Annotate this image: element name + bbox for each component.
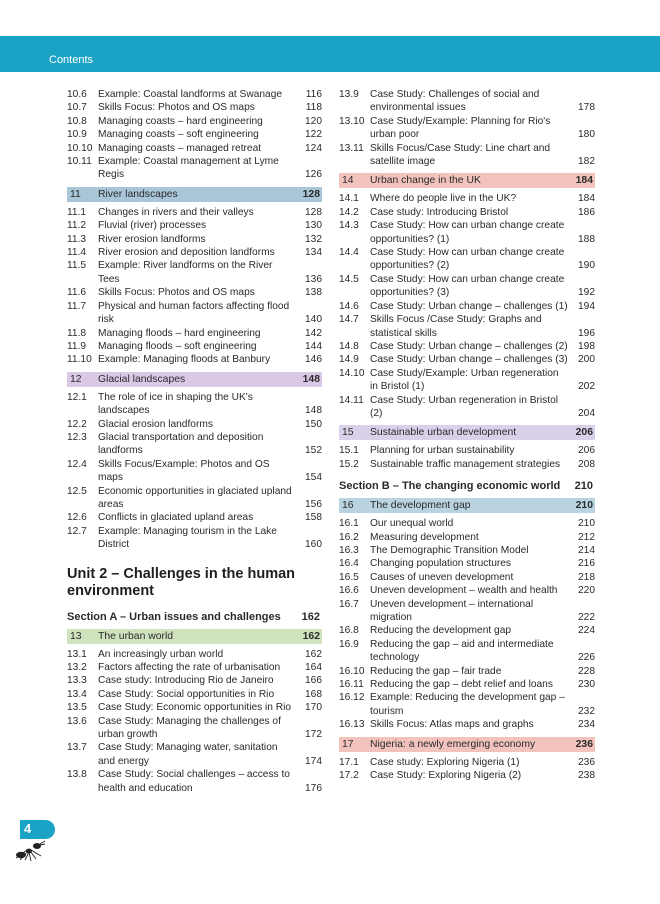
entry-number: 13.4 (67, 688, 87, 700)
entry-title: Conflicts in glaciated upland areas (98, 512, 254, 524)
entry-page: 202 (578, 381, 595, 393)
entry-page: 132 (305, 233, 322, 245)
contents-entry (339, 300, 595, 313)
entry-number: 12.7 (67, 525, 87, 537)
entry-title: River erosion landforms (98, 233, 206, 245)
entry-title: Reducing the development gap (370, 625, 512, 637)
entry-title: Skills Focus: Atlas maps and graphs (370, 719, 534, 731)
entry-number: 14.4 (339, 247, 359, 259)
contents-entry (339, 756, 595, 769)
entry-title: Managing coasts – hard engineering (98, 115, 263, 127)
entry-number: 13.1 (67, 648, 87, 660)
contents-entry (67, 340, 322, 353)
entry-page: 130 (305, 220, 322, 232)
entry-title: Factors affecting the rate of urbanisation (98, 662, 281, 673)
chapter-number: 14 (342, 175, 354, 187)
contents-entry (67, 101, 322, 114)
entry-number: 16.1 (339, 518, 359, 530)
entry-page: 146 (305, 354, 322, 366)
entry-page: 150 (305, 418, 322, 430)
contents-entry (339, 458, 595, 471)
entry-number: 12.3 (67, 431, 87, 443)
entry-number: 10.9 (67, 129, 87, 141)
contents-entry (67, 246, 322, 259)
entry-page: 134 (305, 247, 322, 259)
entry-page: 214 (578, 544, 595, 556)
entry-number: 16.12 (339, 692, 365, 704)
contents-entry (67, 661, 322, 674)
entry-number: 13.3 (67, 675, 87, 687)
entry-page: 172 (305, 729, 322, 741)
entry-number: 13.11 (339, 142, 364, 154)
entry-number: 16.7 (339, 598, 359, 610)
entry-number: 14.10 (339, 367, 365, 379)
entry-number: 14.9 (339, 354, 359, 366)
entry-title: Example: Coastal landforms at Swanage (98, 89, 283, 100)
entry-title: Reducing the gap – aid and intermediate technology (370, 638, 554, 664)
entry-number: 14.11 (339, 394, 364, 406)
entry-number: 11.7 (67, 300, 87, 312)
entry-page: 158 (305, 512, 322, 524)
entry-page: 200 (578, 354, 595, 366)
contents-entry (67, 142, 322, 155)
entry-number: 16.13 (339, 719, 365, 731)
contents-entry (67, 155, 322, 182)
entry-page: 168 (305, 688, 322, 700)
entry-title: Case study: Introducing Bristol (370, 206, 509, 218)
chapter-page: 206 (575, 427, 593, 439)
entry-page: 230 (578, 679, 595, 691)
contents-entry (67, 768, 322, 795)
section-title: Section B – The changing economic world (339, 480, 561, 493)
contents-entry (67, 715, 322, 742)
entry-page: 176 (305, 782, 322, 794)
entry-title: Planning for urban sustainability (370, 445, 515, 457)
entry-page: 174 (305, 755, 322, 767)
contents-entry (339, 557, 595, 570)
entry-page: 204 (578, 407, 595, 419)
contents-entry (67, 259, 322, 286)
entry-title: Case study: Introducing Rio de Janeiro (98, 675, 274, 687)
entry-page: 232 (578, 705, 595, 717)
entry-title: Changes in rivers and their valleys (98, 206, 254, 218)
contents-entry (67, 458, 322, 485)
entry-title: Uneven development – international migration (370, 598, 534, 623)
entry-number: 13.8 (67, 769, 87, 781)
contents-entry (67, 525, 322, 552)
entry-page: 180 (578, 129, 595, 141)
entry-title: Case Study: Urban change – challenges (3) (370, 354, 568, 366)
entry-title: Case Study: Managing water, sanitation and energy (98, 742, 278, 767)
entry-page: 228 (578, 665, 595, 677)
entry-page: 124 (305, 142, 322, 154)
contents-entry (339, 517, 595, 530)
contents-entry (67, 431, 322, 458)
chapter-title: The development gap (370, 500, 471, 512)
entry-title: Example: Coastal management at Lyme Regis (98, 156, 279, 181)
entry-number: 11.8 (67, 327, 87, 339)
contents-entry (339, 691, 595, 718)
contents-entry (67, 485, 322, 512)
section-page: 210 (574, 480, 593, 493)
contents-entry (67, 115, 322, 128)
chapter-heading (339, 173, 595, 188)
entry-title: Skills Focus /Case Study: Graphs and statistical skills (370, 314, 542, 339)
entry-title: Our unequal world (370, 518, 454, 530)
entry-title: An increasingly urban world (98, 648, 224, 660)
entry-title: River erosion and deposition landforms (98, 247, 275, 259)
entry-number: 14.7 (339, 314, 359, 326)
entry-page: 128 (305, 206, 322, 218)
entry-title: Managing coasts – managed retreat (98, 142, 262, 154)
section-heading (67, 610, 322, 624)
entry-number: 17.1 (339, 756, 359, 768)
entry-page: 218 (578, 571, 595, 583)
entry-number: 11.9 (67, 340, 87, 352)
entry-page: 206 (578, 445, 595, 457)
entry-title: Reducing the gap – debt relief and loans (370, 679, 553, 691)
contents-entry (67, 418, 322, 431)
entry-title: Example: River landforms on the River Tees (98, 260, 273, 285)
contents-entry (67, 219, 322, 232)
entry-title: Uneven development – wealth and health (370, 585, 558, 597)
contents-entry (339, 678, 595, 691)
chapter-heading (67, 629, 322, 644)
contents-entry (67, 741, 322, 768)
entry-page: 166 (305, 675, 322, 687)
entry-number: 11.1 (67, 206, 87, 218)
entry-page: 148 (305, 405, 322, 417)
contents-entry (67, 391, 322, 418)
entry-title: Example: Reducing the development gap – tourism (370, 692, 565, 717)
contents-entry (67, 233, 322, 246)
chapter-number: 16 (342, 500, 354, 512)
entry-title: Glacial erosion landforms (98, 418, 213, 430)
contents-entry (339, 313, 595, 340)
entry-page: 122 (305, 129, 322, 141)
chapter-heading (67, 372, 322, 387)
entry-number: 10.10 (67, 142, 93, 154)
entry-number: 14.2 (339, 206, 359, 218)
entry-page: 136 (305, 273, 322, 285)
entry-page: 170 (305, 702, 322, 714)
contents-entry (339, 444, 595, 457)
entry-title: Economic opportunities in glaciated upland areas (98, 485, 292, 510)
contents-entry (67, 286, 322, 299)
contents-entry (339, 584, 595, 597)
entry-title: The role of ice in shaping the UK's landscapes (98, 391, 253, 417)
entry-number: 12.6 (67, 512, 87, 524)
contents-entry (339, 598, 595, 625)
entry-page: 144 (305, 340, 322, 352)
contents-entry (339, 665, 595, 678)
ant-icon (14, 840, 46, 862)
entry-title: Case Study: How can urban change create opportunities? (1) (370, 220, 565, 245)
chapter-page: 162 (302, 630, 320, 642)
entry-number: 16.9 (339, 638, 359, 650)
entry-title: The Demographic Transition Model (370, 544, 529, 556)
contents-entry (339, 219, 595, 246)
contents-entry (339, 142, 595, 169)
chapter-heading (339, 737, 595, 752)
contents-entry (339, 769, 595, 782)
entry-number: 16.3 (339, 544, 359, 556)
entry-page: 238 (578, 770, 595, 782)
page-number-badge (20, 820, 55, 839)
entry-number: 13.9 (339, 89, 359, 100)
contents-entry (67, 688, 322, 701)
entry-title: Reducing the gap – fair trade (370, 665, 502, 677)
entry-title: Case Study: Urban change – challenges (2) (370, 340, 568, 352)
entry-number: 10.7 (67, 102, 87, 114)
entry-title: Skills Focus: Photos and OS maps (98, 287, 255, 299)
contents-entry (339, 367, 595, 394)
chapter-number: 11 (70, 188, 81, 200)
entry-number: 16.11 (339, 679, 364, 691)
chapter-title: River landscapes (98, 188, 178, 200)
chapter-page: 148 (302, 373, 320, 385)
entry-page: 194 (578, 300, 595, 312)
entry-title: Case Study: Economic opportunities in Rio (98, 702, 292, 714)
section-heading (339, 479, 595, 493)
entry-page: 126 (305, 169, 322, 181)
contents-entry (339, 353, 595, 366)
contents-entry (339, 115, 595, 142)
entry-page: 188 (578, 233, 595, 245)
chapter-heading (339, 498, 595, 513)
contents-entry (67, 300, 322, 327)
entry-title: Physical and human factors affecting flood risk (98, 300, 290, 326)
entry-page: 198 (578, 340, 595, 352)
contents-entry (67, 327, 322, 340)
entry-title: Sustainable traffic management strategies (370, 458, 561, 470)
contents-entry (339, 718, 595, 731)
header-bar (0, 36, 660, 72)
contents-entry (339, 340, 595, 353)
entry-title: Case Study/Example: Planning for Rio's urban poor (370, 115, 551, 141)
entry-number: 14.1 (339, 193, 359, 205)
contents-entry (67, 674, 322, 687)
entry-number: 12.5 (67, 485, 87, 497)
entry-title: Skills Focus: Photos and OS maps (98, 102, 255, 114)
entry-page: 236 (578, 756, 595, 768)
entry-number: 13.10 (339, 115, 365, 127)
entry-title: Case Study: Challenges of social and environmental issues (370, 89, 540, 114)
entry-title: Glacial transportation and deposition landforms (98, 431, 264, 457)
unit-heading: Unit 2 – Challenges in the human environment (67, 565, 296, 599)
entry-number: 16.2 (339, 531, 359, 543)
entry-title: Case Study: Social opportunities in Rio (98, 688, 275, 700)
entry-page: 156 (305, 498, 322, 510)
chapter-title: Urban change in the UK (370, 175, 481, 187)
entry-number: 14.6 (339, 300, 359, 312)
entry-page: 224 (578, 625, 595, 637)
entry-page: 210 (578, 518, 595, 530)
entry-title: Fluvial (river) processes (98, 220, 207, 232)
entry-page: 178 (578, 102, 595, 114)
contents-entry (339, 206, 595, 219)
entry-title: Case study: Exploring Nigeria (1) (370, 756, 520, 768)
entry-title: Skills Focus/Case Study: Line chart and satellite image (370, 142, 551, 168)
contents-entry (339, 544, 595, 557)
header-title: Contents (49, 54, 94, 66)
contents-entry (67, 206, 322, 219)
entry-number: 16.4 (339, 558, 359, 570)
entry-number: 17.2 (339, 770, 359, 782)
contents-entry (339, 273, 595, 300)
entry-number: 11.10 (67, 354, 92, 366)
chapter-page: 128 (302, 188, 320, 200)
entry-title: Causes of uneven development (370, 571, 514, 583)
entry-number: 13.5 (67, 702, 87, 714)
entry-number: 12.1 (67, 391, 87, 403)
entry-title: Case Study: How can urban change create opportunities? (2) (370, 247, 565, 272)
entry-title: Example: Managing floods at Banbury (98, 354, 271, 366)
chapter-number: 17 (342, 738, 354, 750)
entry-page: 234 (578, 719, 595, 731)
entry-page: 190 (578, 260, 595, 272)
entry-number: 15.2 (339, 458, 359, 470)
entry-number: 10.6 (67, 89, 87, 100)
contents-entry (67, 353, 322, 366)
chapter-heading (67, 187, 322, 202)
contents-entry (339, 638, 595, 665)
chapter-number: 13 (70, 630, 82, 642)
section-title: Section A – Urban issues and challenges (67, 610, 281, 623)
contents-entry (339, 88, 595, 115)
page-number: 4 (24, 821, 32, 836)
entry-number: 11.6 (67, 287, 87, 299)
entry-title: Example: Managing tourism in the Lake District (98, 525, 277, 551)
contents-entry (339, 531, 595, 544)
entry-page: 120 (305, 115, 322, 127)
chapter-page: 236 (575, 738, 593, 750)
entry-number: 16.5 (339, 571, 359, 583)
entry-page: 160 (305, 539, 322, 551)
entry-title: Where do people live in the UK? (370, 193, 517, 205)
entry-title: Changing population structures (370, 558, 512, 570)
entry-page: 196 (578, 327, 595, 339)
entry-page: 212 (578, 531, 595, 543)
entry-number: 16.10 (339, 665, 365, 677)
chapter-title: The urban world (98, 630, 174, 642)
contents-entry (339, 246, 595, 273)
entry-title: Managing coasts – soft engineering (98, 129, 259, 141)
entry-title: Managing floods – soft engineering (98, 340, 257, 352)
contents-right-column (339, 88, 595, 782)
entry-title: Case Study: Urban regeneration in Bristol (2) (370, 394, 559, 419)
entry-number: 14.3 (339, 220, 359, 232)
contents-entry (67, 128, 322, 141)
entry-number: 13.2 (67, 662, 87, 673)
entry-title: Measuring development (370, 531, 479, 543)
entry-title: Case Study/Example: Urban regeneration in Bristol (1) (370, 367, 559, 393)
entry-number: 11.4 (67, 247, 87, 259)
entry-page: 140 (305, 314, 322, 326)
entry-page: 162 (305, 648, 322, 660)
chapter-title: Nigeria: a newly emerging economy (370, 738, 536, 750)
entry-title: Case Study: Exploring Nigeria (2) (370, 770, 522, 782)
entry-title: Skills Focus/Example: Photos and OS maps (98, 458, 270, 484)
entry-number: 16.8 (339, 625, 359, 637)
chapter-heading (339, 425, 595, 440)
contents-entry (67, 701, 322, 714)
contents-entry (67, 511, 322, 524)
entry-number: 13.7 (67, 742, 87, 754)
entry-page: 142 (305, 327, 322, 339)
contents-entry (339, 192, 595, 205)
entry-page: 164 (305, 662, 322, 673)
entry-number: 13.6 (67, 715, 87, 727)
entry-page: 208 (578, 458, 595, 470)
chapter-page: 210 (575, 500, 593, 512)
entry-number: 12.2 (67, 418, 87, 430)
entry-number: 11.5 (67, 260, 87, 272)
chapter-number: 15 (342, 427, 354, 439)
entry-number: 15.1 (339, 445, 359, 457)
contents-entry (339, 571, 595, 584)
entry-title: Case Study: Social challenges – access to health and education (98, 769, 290, 794)
contents-entry (339, 394, 595, 421)
entry-page: 138 (305, 287, 322, 299)
chapter-number: 12 (70, 373, 82, 385)
entry-number: 10.11 (67, 156, 92, 168)
entry-page: 226 (578, 652, 595, 664)
entry-page: 184 (578, 193, 595, 205)
entry-title: Case Study: How can urban change create opportunities? (3) (370, 273, 565, 299)
entry-page: 152 (305, 445, 322, 457)
entry-number: 14.5 (339, 273, 359, 285)
entry-page: 220 (578, 585, 595, 597)
entry-number: 10.8 (67, 115, 87, 127)
contents-entry (67, 648, 322, 661)
entry-page: 186 (578, 206, 595, 218)
entry-title: Case Study: Urban change – challenges (1) (370, 300, 568, 312)
entry-page: 116 (305, 89, 322, 100)
entry-title: Managing floods – hard engineering (98, 327, 261, 339)
entry-number: 11.2 (67, 220, 87, 232)
chapter-title: Sustainable urban development (370, 427, 517, 439)
entry-page: 118 (305, 102, 322, 114)
contents-left-column (67, 88, 322, 795)
entry-number: 12.4 (67, 458, 87, 470)
entry-number: 16.6 (339, 585, 359, 597)
entry-page: 222 (578, 612, 595, 623)
entry-number: 11.3 (67, 233, 87, 245)
chapter-page: 184 (575, 175, 593, 187)
entry-title: Case Study: Managing the challenges of urban growth (98, 715, 281, 741)
contents-entry (339, 624, 595, 637)
contents-entry (67, 88, 322, 101)
entry-page: 182 (578, 156, 595, 168)
chapter-title: Glacial landscapes (98, 373, 186, 385)
entry-page: 192 (578, 287, 595, 299)
section-page: 162 (301, 610, 320, 623)
entry-page: 216 (578, 558, 595, 570)
entry-page: 154 (305, 472, 322, 484)
entry-number: 14.8 (339, 340, 359, 352)
